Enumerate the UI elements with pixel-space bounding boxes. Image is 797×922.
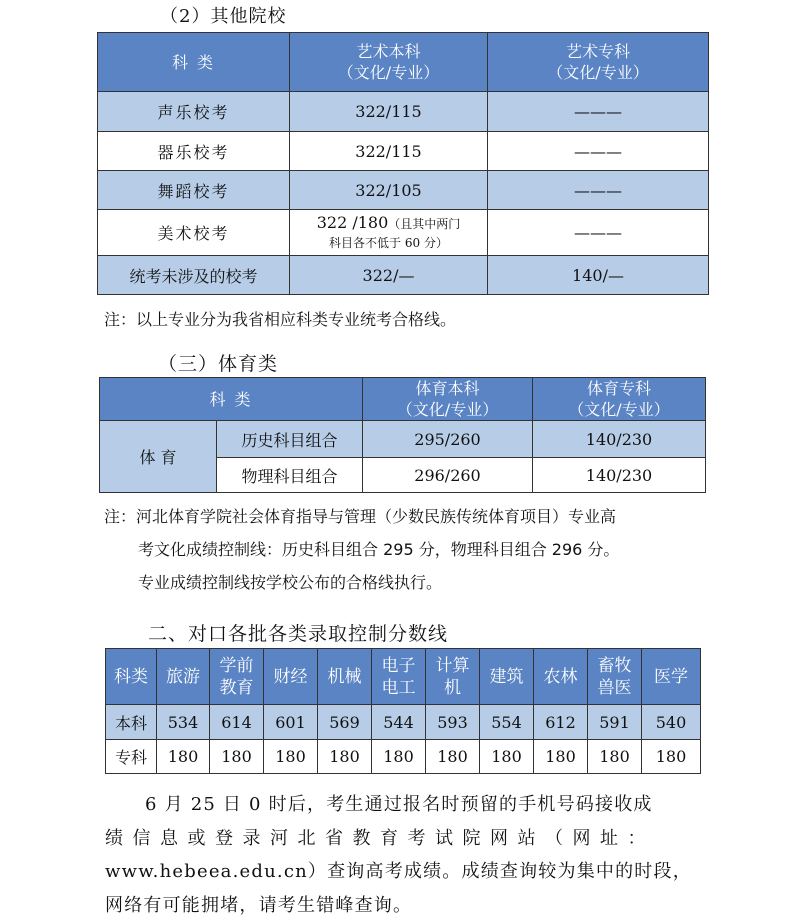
header-cell: 计算 机 <box>426 649 480 705</box>
score-cell: 612 <box>534 705 588 740</box>
row-label: 专科 <box>106 740 157 774</box>
header-cell: 旅游 <box>157 649 210 705</box>
table-row: 体 育 历史科目组合 295/260 140/230 <box>100 421 706 458</box>
header-category: 科 类 <box>100 378 363 421</box>
table-row: 美术校考 322 /180（且其中两门 科目各不低于 60 分） ——— <box>98 210 709 256</box>
score-cell: 534 <box>157 705 210 740</box>
score-cell: 540 <box>642 705 701 740</box>
score-cell: 180 <box>264 740 318 774</box>
header-cell: 农林 <box>534 649 588 705</box>
score-cell: 180 <box>157 740 210 774</box>
header-pe-undergrad: 体育本科 （文化/专业） <box>363 378 533 421</box>
score-cell: 593 <box>426 705 480 740</box>
score-cell: 180 <box>372 740 426 774</box>
score-cell: 180 <box>642 740 701 774</box>
header-cell: 机械 <box>318 649 372 705</box>
score-cell: 569 <box>318 705 372 740</box>
score-cell: 601 <box>264 705 318 740</box>
table-row: 声乐校考 322/115 ——— <box>98 92 709 132</box>
score-cell: 180 <box>534 740 588 774</box>
score-cell: 180 <box>480 740 534 774</box>
score-cell: 180 <box>426 740 480 774</box>
section-heading-vocational: 二、对口各批各类录取控制分数线 <box>148 623 449 645</box>
header-pe-junior: 体育专科 （文化/专业） <box>533 378 706 421</box>
vocational-score-table <box>105 648 701 774</box>
header-category: 科 类 <box>98 33 290 92</box>
table-header-row <box>106 649 701 705</box>
header-art-junior: 艺术专科 （文化/专业） <box>488 33 709 92</box>
header-cell: 财经 <box>264 649 318 705</box>
note-pe: 注：河北体育学院社会体育指导与管理（少数民族传统体育项目）专业高 考文化成绩控制线：历史科目组合 295 分，物理科目组合 296 分。 专业成绩控制线按学校公布的合格线执行。 <box>104 507 620 592</box>
score-cell: 180 <box>318 740 372 774</box>
table-row: 舞蹈校考 322/105 ——— <box>98 171 709 210</box>
row-label: 本科 <box>106 705 157 740</box>
table-row: 统考未涉及的校考 322/— 140/— <box>98 256 709 295</box>
header-cell: 学前 教育 <box>210 649 264 705</box>
note-art: 注：以上专业分为我省相应科类专业统考合格线。 <box>104 310 457 329</box>
header-cell: 畜牧 兽医 <box>588 649 642 705</box>
table-row <box>106 705 701 740</box>
header-cell: 电子 电工 <box>372 649 426 705</box>
table-row: 物理科目组合 296/260 140/230 <box>100 458 706 493</box>
section-heading-pe: （三）体育类 <box>158 353 279 375</box>
score-cell: 591 <box>588 705 642 740</box>
art-score-table <box>97 32 709 295</box>
score-cell: 180 <box>588 740 642 774</box>
closing-paragraph: 6 月 25 日 0 时后，考生通过报名时预留的手机号码接收成 绩信息或登录河北省教育考试院网站（网址： www.hebeea.edu.cn）查询高考成绩。成绩查询较为集中的时段， 网络有可能拥堵，请考生错峰查询。 <box>105 794 692 916</box>
header-cell: 医学 <box>642 649 701 705</box>
score-cell: 554 <box>480 705 534 740</box>
header-cell: 建筑 <box>480 649 534 705</box>
score-cell: 180 <box>210 740 264 774</box>
section-heading-other-institutions: （2）其他院校 <box>160 6 287 27</box>
group-pe: 体 育 <box>100 421 217 493</box>
table-row <box>106 740 701 774</box>
score-cell: 614 <box>210 705 264 740</box>
score-cell: 544 <box>372 705 426 740</box>
table-row: 器乐校考 322/115 ——— <box>98 132 709 171</box>
header-art-undergrad: 艺术本科 （文化/专业） <box>290 33 488 92</box>
pe-score-table <box>99 377 706 493</box>
header-cell: 科类 <box>106 649 157 705</box>
